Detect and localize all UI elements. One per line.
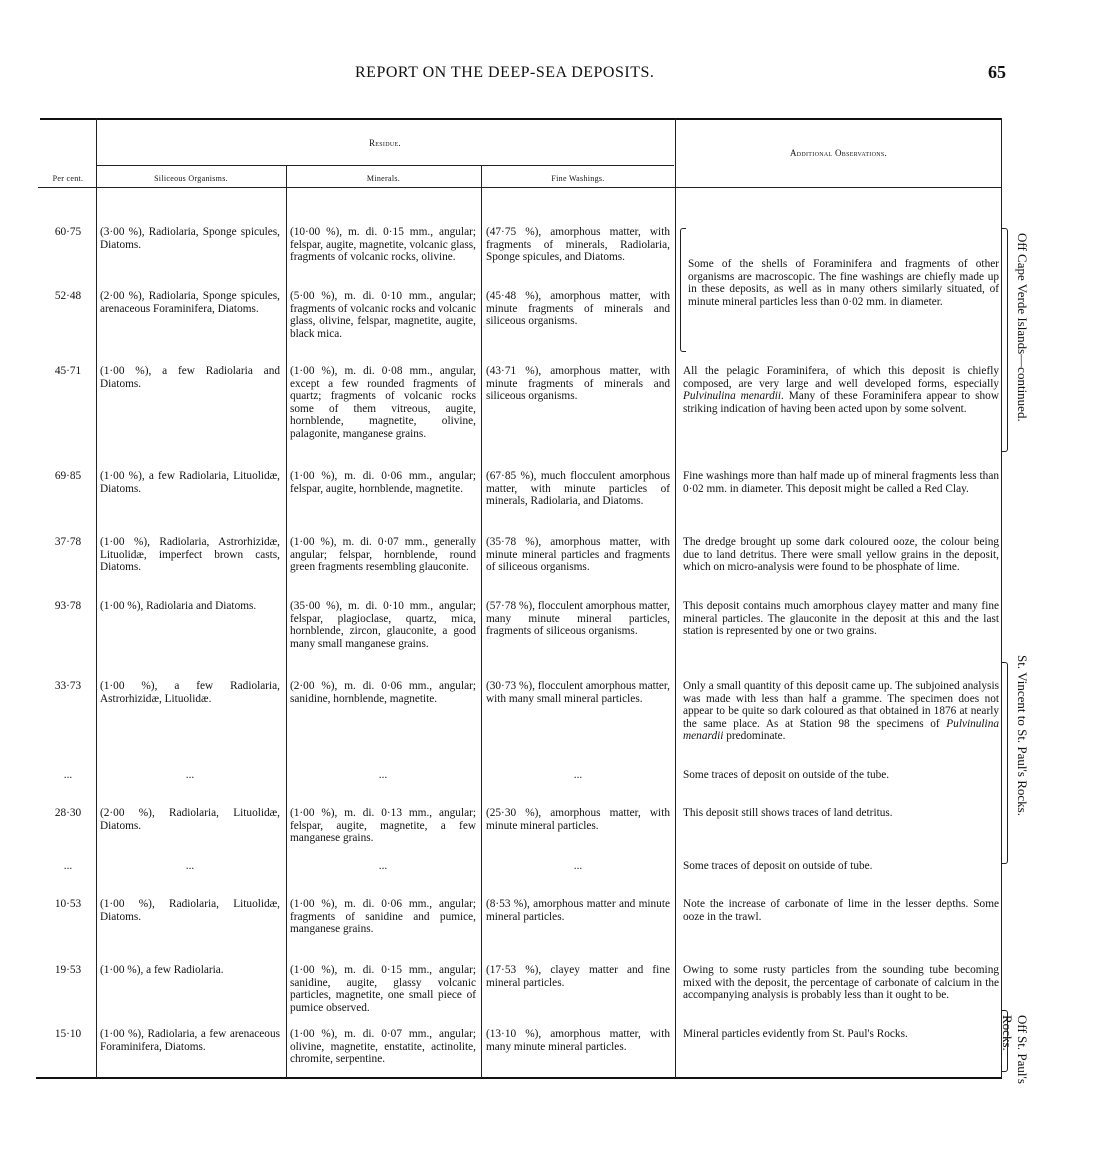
percent-cell: 93·78 [54,600,82,612]
fine-washings-cell: (8·53 %), amorphous matter and minute mineral particles. [486,898,670,923]
percent-cell: 45·71 [54,365,82,377]
shared-observation-cell: Some of the shells of Foraminifera and fragments of other organisms are macroscopic. The fine washings are chiefly made up in these deposits, as well as in many others similarly situated, of minute mineral particles less than 0·02 mm. in diameter. [688,258,999,308]
siliceous-cell: (1·00 %), a few Radiolaria, Lituolidæ, Diatoms. [100,470,280,495]
minerals-cell: (1·00 %), m. di. 0·15 mm., angular; sanidine, augite, glassy volcanic particles, magnetite, one small piece of pumice observed. [290,964,476,1014]
siliceous-cell: (1·00 %), Radiolaria and Diatoms. [100,600,257,612]
observation-cell: Some traces of deposit on outside of tube. [683,860,873,872]
minerals-cell: (1·00 %), m. di. 0·06 mm., angular; felspar, augite, hornblende, magnetite. [290,470,476,495]
observation-cell: Mineral particles evidently from St. Paul's Rocks. [683,1028,908,1040]
siliceous-header: Siliceous Organisms. [154,174,228,183]
percent-cell: 60·75 [54,226,82,238]
siliceous-cell: (1·00 %), Radiolaria, Lituolidæ, Diatoms. [100,898,280,923]
percent-cell: 15·10 [54,1028,82,1040]
siliceous-cell: (2·00 %), Radiolaria, Lituolidæ, Diatoms. [100,807,280,832]
observation-cell: The dredge brought up some dark coloured ooze, the colour being due to land detritus. There were small yellow grains in the deposit, which on micro-analysis were found to be phosphate of lime. [683,536,999,574]
siliceous-cell: (3·00 %), Radiolaria, Sponge spicules, Diatoms. [100,226,280,251]
location-bracket-st-vincent [1002,662,1008,864]
residue-header: Residue. [369,138,401,148]
table-bottom-rule [36,1077,1002,1079]
fine-washings-cell: ... [573,860,583,872]
minerals-cell: ... [378,769,388,781]
minerals-cell: (2·00 %), m. di. 0·06 mm., angular; sanidine, hornblende, magnetite. [290,680,476,705]
observation-cell: Only a small quantity of this deposit came up. The subjoined analysis was made with less than half a gramme. The specimen does not appear to be quite so dark coloured as that obtained in 1876 at nearly the same place. As at Station 98 the specimens of Pulvinulina menardii predominate. [683,680,999,743]
fine-washings-header: Fine Washings. [551,174,605,183]
fine-column-rule [675,118,676,1078]
fine-washings-cell: ... [573,769,583,781]
siliceous-cell: (2·00 %), Radiolaria, Sponge spicules, arenaceous Foraminifera, Diatoms. [100,290,280,315]
minerals-cell: (1·00 %), m. di. 0·07 mm., generally angular; felspar, hornblende, round green fragments resembling glauconite. [290,536,476,574]
minerals-cell: ... [378,860,388,872]
fine-washings-cell: (30·73 %), flocculent amorphous matter, with many small mineral particles. [486,680,671,705]
per-cent-header: Per cent. [52,174,84,183]
minerals-cell: (1·00 %), m. di. 0·06 mm., angular; fragments of sanidine and pumice, manganese grains. [290,898,476,936]
minerals-cell: (1·00 %), m. di. 0·08 mm., angular, except a few rounded fragments of quartz; fragments of volcanic rocks some of them vitreous, augite, hornblende, magnetite, olivine, palagonite, manganese grains. [290,365,476,440]
observation-cell: Fine washings more than half made up of mineral fragments less than 0·02 mm. in diameter. This deposit might be called a Red Clay. [683,470,999,495]
residue-underline [96,165,674,166]
observation-cell: All the pelagic Foraminifera, of which this deposit is chiefly composed, are very large and well developed forms, especially Pulvinulina menardii. Many of these Foraminifera appear to show striking indication of having been acted upon by some solvent. [683,365,999,415]
observation-cell: This deposit contains much amorphous clayey matter and many fine mineral particles. The glauconite in the deposit at this and the last station is represented by one or two grains. [683,600,999,638]
minerals-cell: (5·00 %), m. di. 0·10 mm., angular; fragments of volcanic rocks and volcanic glass, olivine, felspar, magnetite, augite, black mica. [290,290,477,340]
percent-cell: 69·85 [54,470,82,482]
siliceous-cell: (1·00 %), a few Radiolaria and Diatoms. [100,365,280,390]
minerals-column-rule [481,165,482,1078]
siliceous-cell: ... [185,769,195,781]
location-label-st-pauls: Off St. Paul's Rocks. [1000,1015,1030,1084]
fine-washings-cell: (47·75 %), amorphous matter, with fragments of minerals, Radiolaria, Sponge spicules, and Diatoms. [486,226,670,264]
percent-cell: ... [63,769,73,781]
table-top-rule [40,118,1002,120]
page-number: 65 [988,62,1006,82]
percent-cell: 37·78 [54,536,82,548]
siliceous-cell: (1·00 %), Radiolaria, Astrorhizidæ, Lituolidæ, imperfect brown casts, Diatoms. [100,536,280,574]
fine-washings-cell: (17·53 %), clayey matter and fine mineral particles. [486,964,670,989]
percent-cell: 28·30 [54,807,82,819]
location-bracket-cape-verde [1002,228,1008,452]
percent-cell: 52·48 [54,290,82,302]
location-label-cape-verde: Off Cape Verde Islands—continued. [1015,233,1030,422]
pct-column-rule [96,118,97,1078]
minerals-cell: (1·00 %), m. di. 0·07 mm., angular; olivine, magnetite, enstatite, actinolite, chromite, serpentine. [290,1028,476,1066]
header-bottom-rule [38,187,1002,188]
percent-cell: 33·73 [54,680,82,692]
fine-washings-cell: (57·78 %), flocculent amorphous matter, many minute mineral particles, fragments of siliceous organisms. [486,600,671,638]
observation-cell: This deposit still shows traces of land detritus. [683,807,893,819]
siliceous-cell: (1·00 %), a few Radiolaria, Astrorhizidæ, Lituolidæ. [100,680,280,705]
location-label-st-vincent: St. Vincent to St. Paul's Rocks. [1015,655,1030,816]
observation-cell: Owing to some rusty particles from the sounding tube becoming mixed with the deposit, the percentage of carbonate of calcium in the accompanying analysis is probably less than it ought to be. [683,964,999,1002]
minerals-cell: (35·00 %), m. di. 0·10 mm., angular; felspar, plagioclase, quartz, mica, hornblende, zircon, glauconite, a good many small manganese grains. [290,600,476,650]
minerals-header: Minerals. [366,174,401,183]
fine-washings-cell: (35·78 %), amorphous matter, with minute mineral particles and fragments of siliceous organisms. [486,536,670,574]
observation-cell: Some traces of deposit on outside of the tube. [683,769,890,781]
observations-header: Additional Observations. [789,148,888,158]
fine-washings-cell: (13·10 %), amorphous matter, with many minute mineral particles. [486,1028,670,1053]
percent-cell: ... [63,860,73,872]
siliceous-cell: (1·00 %), Radiolaria, a few arenaceous Foraminifera, Diatoms. [100,1028,280,1053]
minerals-cell: (10·00 %), m. di. 0·15 mm., angular; felspar, augite, magnetite, volcanic glass, fragments of volcanic rocks, olivine. [290,226,476,264]
fine-washings-cell: (45·48 %), amorphous matter, with minute fragments of minerals and siliceous organisms. [486,290,670,328]
observation-cell: Note the increase of carbonate of lime in the lesser depths. Some ooze in the trawl. [683,898,999,923]
page-header [0,60,1100,90]
fine-washings-cell: (67·85 %), much flocculent amorphous matter, with minute particles of minerals, Radiolaria, and Diatoms. [486,470,670,508]
fine-washings-cell: (25·30 %), amorphous matter, with minute mineral particles. [486,807,670,832]
minerals-cell: (1·00 %), m. di. 0·13 mm., angular; felspar, augite, magnetite, a few manganese grains. [290,807,476,845]
siliceous-column-rule [286,165,287,1078]
shared-observation-bracket [680,228,686,352]
fine-washings-cell: (43·71 %), amorphous matter, with minute fragments of minerals and siliceous organisms. [486,365,670,403]
siliceous-cell: ... [185,860,195,872]
siliceous-cell: (1·00 %), a few Radiolaria. [100,964,224,976]
running-title: REPORT ON THE DEEP-SEA DEPOSITS. [355,64,655,81]
percent-cell: 19·53 [54,964,82,976]
percent-cell: 10·53 [54,898,82,910]
